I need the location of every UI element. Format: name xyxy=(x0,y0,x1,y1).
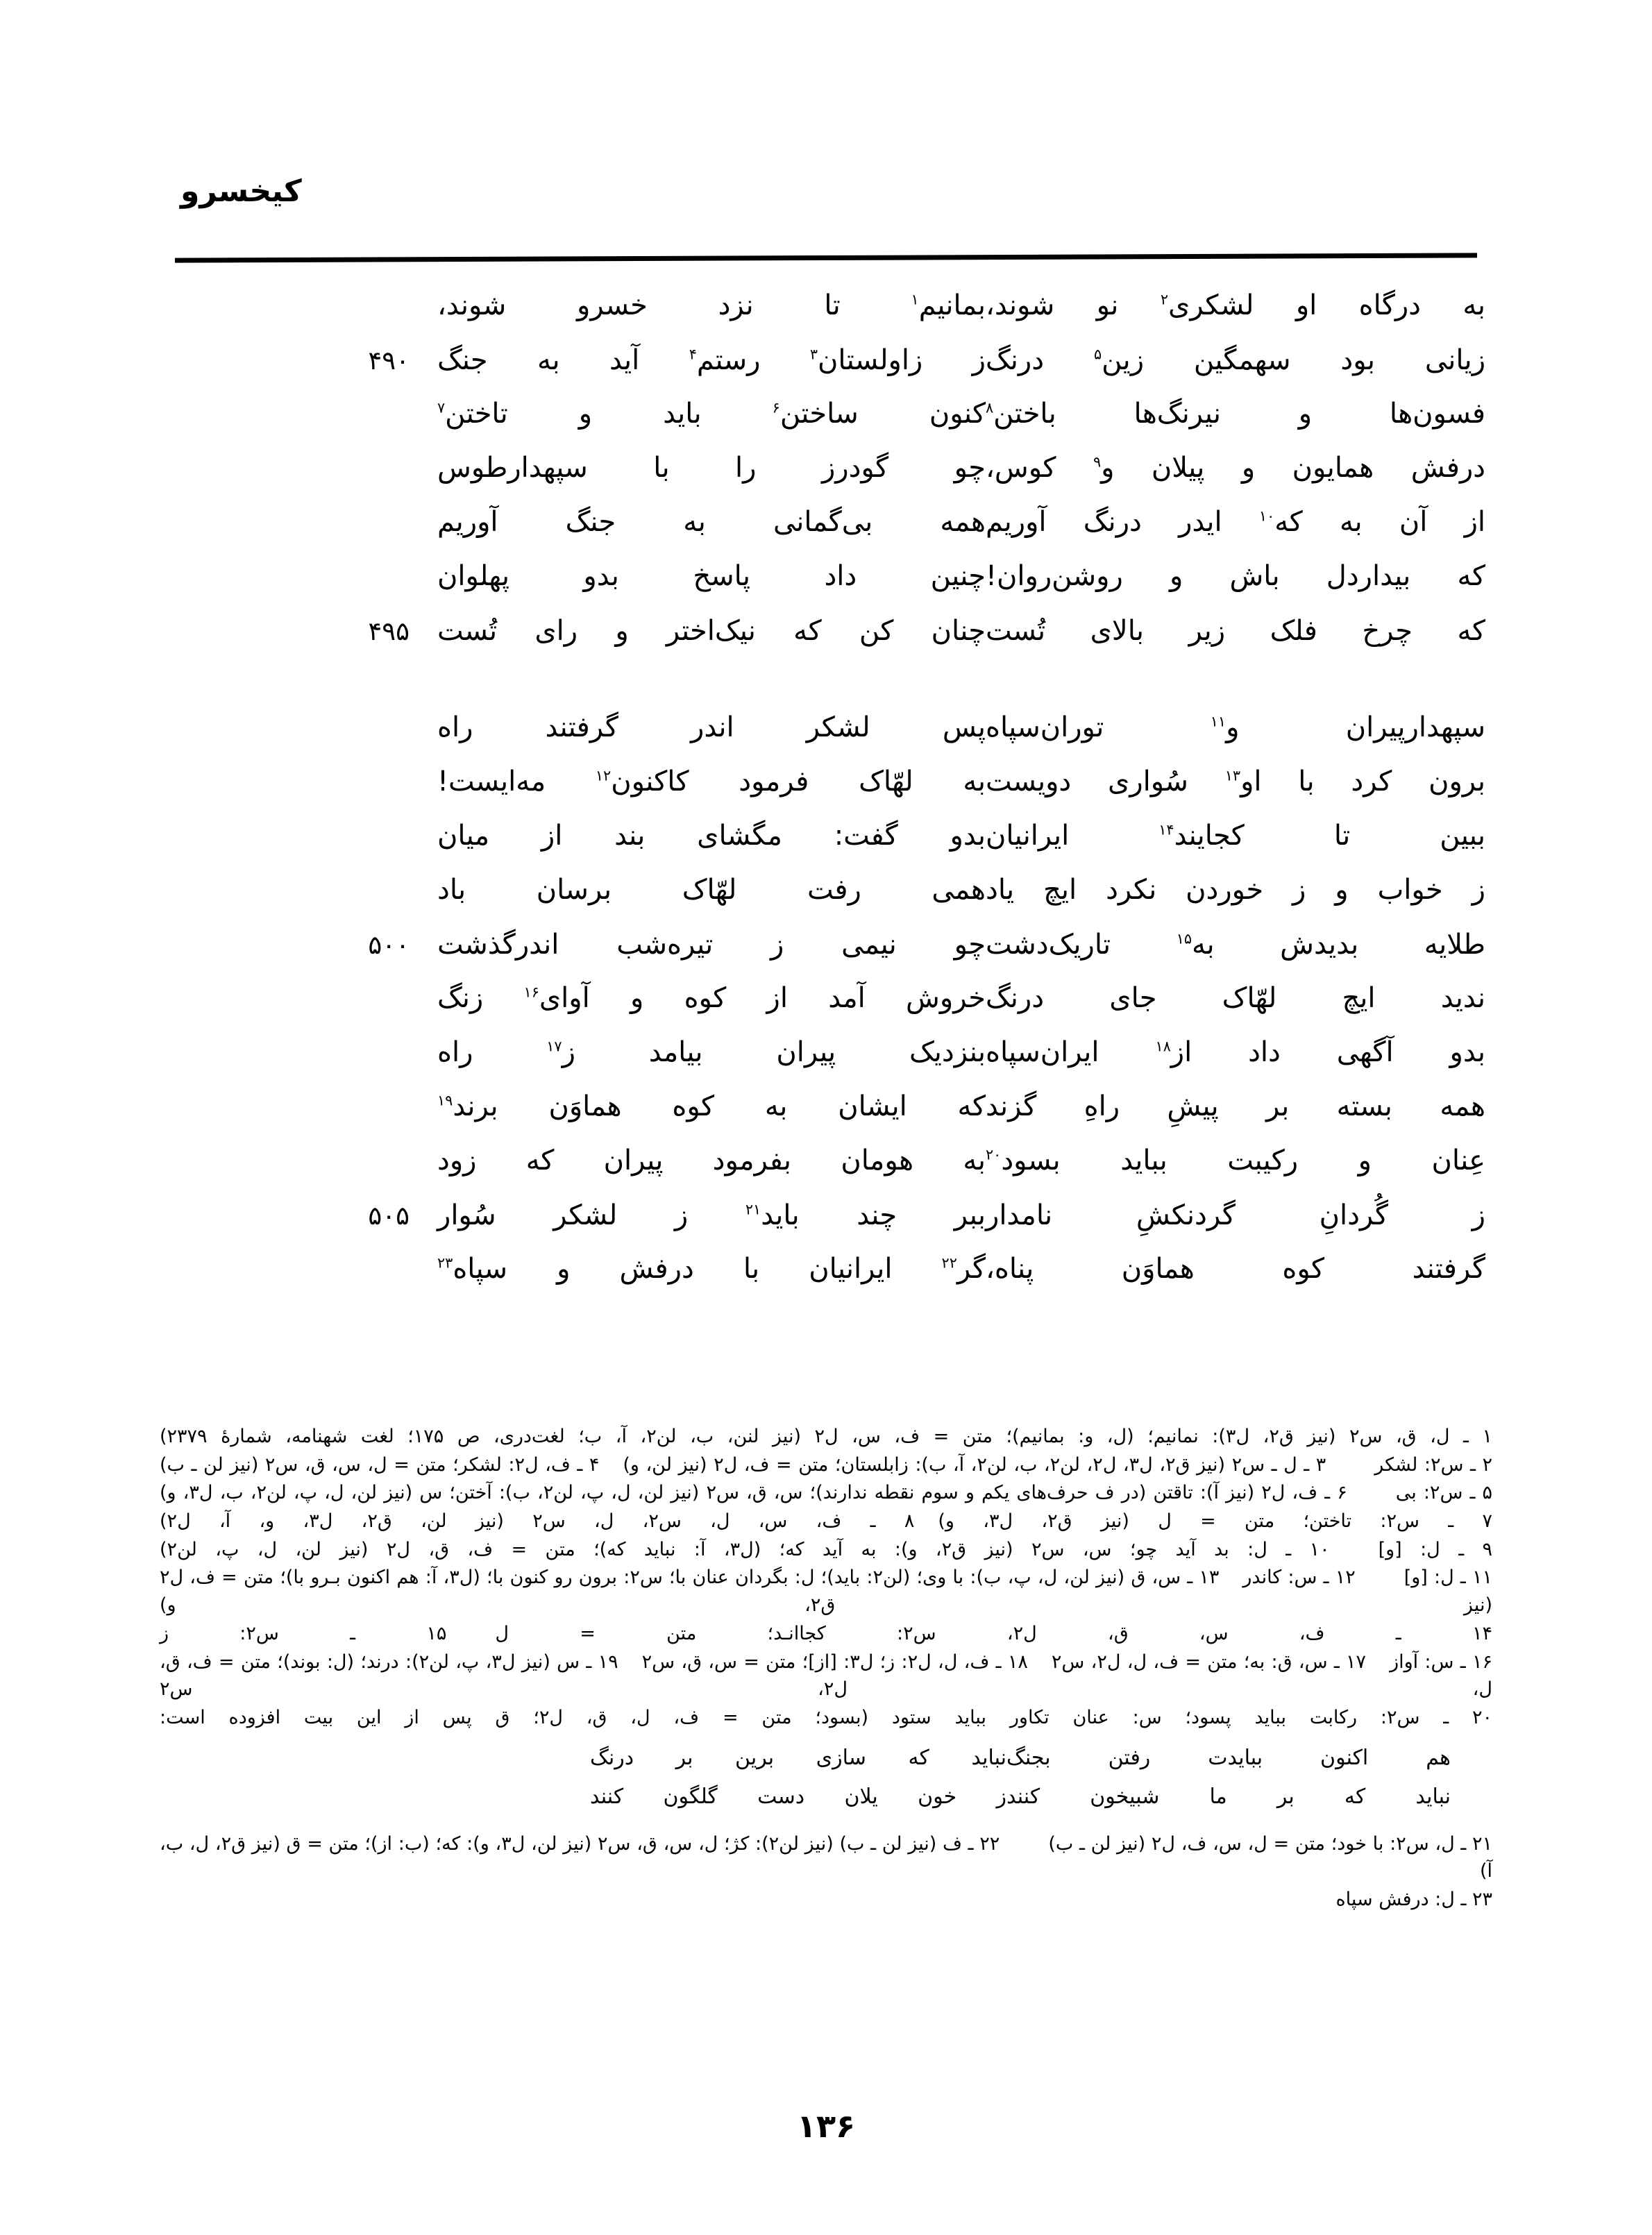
apparatus-note: ۲ ـ س۲: لشکر xyxy=(1374,1453,1492,1476)
verse-line xyxy=(167,711,1485,768)
hemistich-b: برون کرد با او$^{۱۳}$ سُواری دویست xyxy=(986,766,1485,798)
inset-hemistich-left: ز خون یلان دست گلگون کنند xyxy=(590,1784,1006,1809)
apparatus-note-row xyxy=(160,1830,1492,1885)
verse-line xyxy=(167,454,1485,508)
hemistich-b: ندید ایچ لهّاک جای درنگ xyxy=(986,982,1485,1014)
running-head xyxy=(167,174,1485,209)
hemistich-a: خروش آمد از کوه و آوای$^{۱۶}$ زنگ xyxy=(437,982,986,1014)
apparatus-note: ۲۲ ـ ف (نیز لن ـ ب) (نیز لن۲): کژ؛ ل، س، ق، س۲ (نیز لن، ل۳، و): که؛ (ب: از)؛ متن = ق (نیز ق۲، ل، ب، آ) xyxy=(160,1832,1492,1882)
apparatus-note-row xyxy=(160,1886,1492,1914)
hemistich-a: ببر چند باید$^{۲۱}$ ز لشکر سُوار xyxy=(437,1199,986,1231)
running-title: کیخسرو xyxy=(180,174,302,209)
hemistich-b: سپهدارپیران و$^{۱۱}$ توران‌سپاه xyxy=(986,711,1485,743)
hemistich-b: زیانی بود سهمگین زین$^۵$ درنگ xyxy=(986,344,1486,376)
inset-verse-line xyxy=(160,1743,1492,1782)
hemistich-a: همه بی‌گمانی به جنگ آوریم xyxy=(437,506,986,538)
verse-number: ۵۰۰ xyxy=(368,930,410,960)
apparatus-note-row xyxy=(160,1620,1492,1648)
verse-line xyxy=(167,1147,1485,1201)
stanza-1 xyxy=(167,289,1486,670)
hemistich-b: از آن به که$^{۱۰}$ ایدر درنگ آوریم xyxy=(986,506,1486,538)
hemistich-a: چو نیمی ز تیره‌شب اندرگذشت xyxy=(437,929,986,961)
hemistich-a: چنان کن که نیک‌اختر و رای تُست xyxy=(437,615,986,647)
apparatus-note: ۲۳ ـ ل: درفش سپاه xyxy=(1335,1888,1492,1910)
verse-line xyxy=(167,822,1485,876)
hemistich-b: که بیدارد‌ل باش و روشن‌روان! xyxy=(986,560,1485,592)
hemistich-a: گر$^{۲۲}$ ایرانیان با درفش و سپاه$^{۲۳}$ xyxy=(437,1253,986,1285)
verse-line xyxy=(167,1038,1485,1093)
hemistich-b: فسون‌ها و نیرنگ‌ها باختن$^۸$ xyxy=(986,398,1485,430)
hemistich-b: ببین تا کجایند$^{۱۴}$ ایرانیان xyxy=(986,820,1485,852)
verse-line xyxy=(167,1255,1485,1309)
hemistich-a: پس لشکر اندر گرفتند راه xyxy=(437,711,986,743)
apparatus-note: ۱۰ ـ ل: بد آید چو؛ س، س۲ (نیز ق۲، و): به آید که؛ (ل۳، آ: نباید که)؛ متن = ف، ق، ل۲ (نیز لن، ل، پ، لن۲) xyxy=(160,1538,1330,1560)
apparatus-note: ۱۱ ـ ل: [و] xyxy=(1404,1567,1492,1589)
verse-number: ۵۰۵ xyxy=(368,1201,410,1231)
apparatus-note: ۲۱ ـ ل، س۲: با خود؛ متن = ل، س، ف، ل۲ (نیز لن ـ ب) xyxy=(1048,1832,1493,1855)
apparatus-note-row xyxy=(160,1536,1492,1564)
hemistich-a: بدو گفت: مگشای بند از میان xyxy=(437,820,986,852)
verse-line xyxy=(167,616,1485,670)
apparatus-note-row xyxy=(160,1704,1492,1732)
hemistich-b: عِنان و رکیبت بباید بسود$^{۲۰}$ xyxy=(986,1145,1485,1176)
verse-line xyxy=(167,562,1485,616)
critical-apparatus xyxy=(160,1423,1492,1914)
hemistich-b: همه بسته بر پیشِ راهِ گزند xyxy=(986,1090,1485,1122)
inset-couplet xyxy=(160,1743,1492,1821)
apparatus-note: ۱۲ ـ س: کاندر xyxy=(1242,1567,1356,1589)
hemistich-b: ز خواب و ز خوردن نکرد ایچ یاد xyxy=(986,874,1485,906)
verse-line xyxy=(167,930,1485,984)
hemistich-b: که چرخ فلک زیر بالای تُست xyxy=(986,615,1485,647)
apparatus-note: ۱۹ ـ س (نیز ل۳، پ، لن۲): درند؛ (ل: بوند)؛ متن = ف، ق، ل، ل۲، س۲ xyxy=(160,1651,1492,1701)
inset-verse-line xyxy=(160,1782,1492,1821)
apparatus-note: ۶ ـ ف، ل۲ (نیز آ): تاقتن (در ف حرف‌های یکم و سوم نقطه ندارند)؛ س، ق، س۲ (نیز لن، ل، پ، لن۲، ب): آختن؛ س (نیز لن، ل، پ، لن۲، ب، ل۳، و) xyxy=(160,1482,1347,1504)
hemistich-a: چو گودرز را با سپهدارطوس xyxy=(437,452,986,484)
hemistich-b: درفش همایون و پیلان و$^۹$ کوس، xyxy=(986,452,1485,484)
apparatus-note: ۷ ـ س۲: تاختن؛ متن = ل (نیز ق۲، ل۳، و) xyxy=(938,1510,1492,1533)
apparatus-note: ۵ ـ س۲: بی xyxy=(1395,1482,1492,1504)
apparatus-note: ۳ ـ ل ـ س۲ (نیز ق۲، ل۳، ل۲، لن۲، ب، لن۲، آ، ب): زابلستان؛ متن = ف، ل۲ (نیز لن، و) xyxy=(623,1453,1326,1476)
hemistich-b: به درگاه او لشکری$^۲$ نو شوند، xyxy=(986,289,1485,321)
header-rule xyxy=(175,253,1477,262)
verse-line xyxy=(167,1201,1485,1255)
apparatus-note-row xyxy=(160,1479,1492,1507)
hemistich-a: بمانیم$^۱$ تا نزد خسرو شوند، xyxy=(437,289,986,321)
apparatus-note: ۱۷ ـ س، ق: به؛ متن = ف، ل، ل۲، س۲ xyxy=(1051,1651,1367,1673)
verse-number: ۴۹۰ xyxy=(368,346,410,376)
apparatus-note-row xyxy=(160,1508,1492,1535)
apparatus-note: ۱۴ ـ ف، س، ق، ل۲، س۲: کجاانـد؛ متن = ل xyxy=(495,1622,1493,1644)
hemistich-a: کنون ساختن$^۶$ باید و تاختن$^۷$ xyxy=(437,398,986,430)
hemistich-b: طلایه بدیدش به$^{۱۵}$ تاریک‌دشت xyxy=(986,929,1485,961)
verse-line xyxy=(167,400,1485,454)
hemistich-b: ز گُردانِ گردنکشِ نامدار xyxy=(986,1199,1485,1231)
verse-number: ۴۹۵ xyxy=(368,616,410,646)
apparatus-note: ۱۶ ـ س: آواز xyxy=(1390,1651,1492,1673)
verse-line xyxy=(167,768,1485,822)
verse-area xyxy=(167,289,1486,1309)
apparatus-note: ۱ ـ ل، ق، س۲ (نیز ق۲، ل۳): نمانیم؛ (ل، و: بمانیم)؛ متن = ف، س، ل۲ (نیز لنن، ب، لن۲، آ، ب؛ لغت‌دری، ص ۱۷۵؛ لغت شهنامه، شمارهٔ ۲۳۷۹) xyxy=(160,1426,1492,1447)
inset-hemistich-right: نباید که بر ما شبیخون کنند xyxy=(1006,1784,1451,1809)
apparatus-note: ۱۳ ـ س، ق (نیز لن، ل، پ، ب): با وی؛ (لن۲: باید)؛ ل: بگردان عنان با؛ س۲: برون رو کنون با؛ (ل۳، آ: هم اکنون بـرو با)؛ متن = ف، ل۲ (نیز ق۲، و) xyxy=(160,1567,1493,1617)
hemistich-b: بدو آگهی داد از$^{۱۸}$ ایران‌سپاه xyxy=(986,1036,1485,1068)
stanza-2 xyxy=(167,711,1485,1309)
apparatus-note: ۱۸ ـ ف، ل، ل۲: ز؛ ل۳: [از]؛ متن = س، ق، س۲ xyxy=(641,1651,1028,1673)
apparatus-note: ۸ ـ ف، س، ل، س۲، ل، س۲ (نیز لن، ق۲، ل۳، و، آ، ل۲) xyxy=(160,1510,915,1533)
page-number: ۱۳۶ xyxy=(796,2107,856,2145)
hemistich-a: ز زاولستان$^۳$ رستم$^۴$ آید به جنگ xyxy=(437,344,986,376)
hemistich-a: چنین داد پاسخ بدو پهلوان xyxy=(437,560,986,592)
verse-line xyxy=(167,508,1485,562)
hemistich-b: گرفتند کوه هماوَن پناه، xyxy=(986,1253,1485,1285)
apparatus-note: ۹ ـ ل: [و] xyxy=(1378,1538,1493,1560)
inset-hemistich-left: نباید که سازی برین بر درنگ xyxy=(590,1745,1006,1770)
hemistich-a: که ایشان به کوه هماوَن برند$^{۱۹}$ xyxy=(437,1090,986,1122)
apparatus-note: ۱۵ ـ س۲: ز xyxy=(160,1622,447,1644)
apparatus-note-row xyxy=(160,1451,1492,1479)
verse-line xyxy=(167,984,1485,1038)
hemistich-a: به لهّاک فرمود کاکنون$^{۱۲}$ مه‌ایست! xyxy=(437,766,986,798)
verse-line xyxy=(167,346,1485,400)
hemistich-a: به هومان بفرمود پیران که زود xyxy=(437,1145,986,1176)
verse-line xyxy=(167,1090,1485,1147)
verse-line xyxy=(167,876,1485,930)
hemistich-a: بنزدیک پیران بیامد ز$^{۱۷}$ راه xyxy=(437,1036,986,1068)
hemistich-a: همی رفت لهّاک برسان باد xyxy=(437,874,986,906)
apparatus-note: ۴ ـ ف، ل۲: لشکر؛ متن = ل، س، ق، س۲ (نیز لن ـ ب) xyxy=(160,1453,600,1476)
apparatus-note-row xyxy=(160,1648,1492,1703)
verse-line xyxy=(167,289,1485,346)
inset-hemistich-right: هم اکنون ببایدت رفتن بجنگ xyxy=(1006,1745,1451,1770)
apparatus-note-row xyxy=(160,1564,1492,1619)
apparatus-note: ۲۰ ـ س۲: رکابت بباید پسود؛ س: عنان تکاور بباید ستود (بسود؛ متن = ف، ل، ق، ل۲؛ ق پس از این بیت افزوده است: xyxy=(160,1706,1492,1728)
